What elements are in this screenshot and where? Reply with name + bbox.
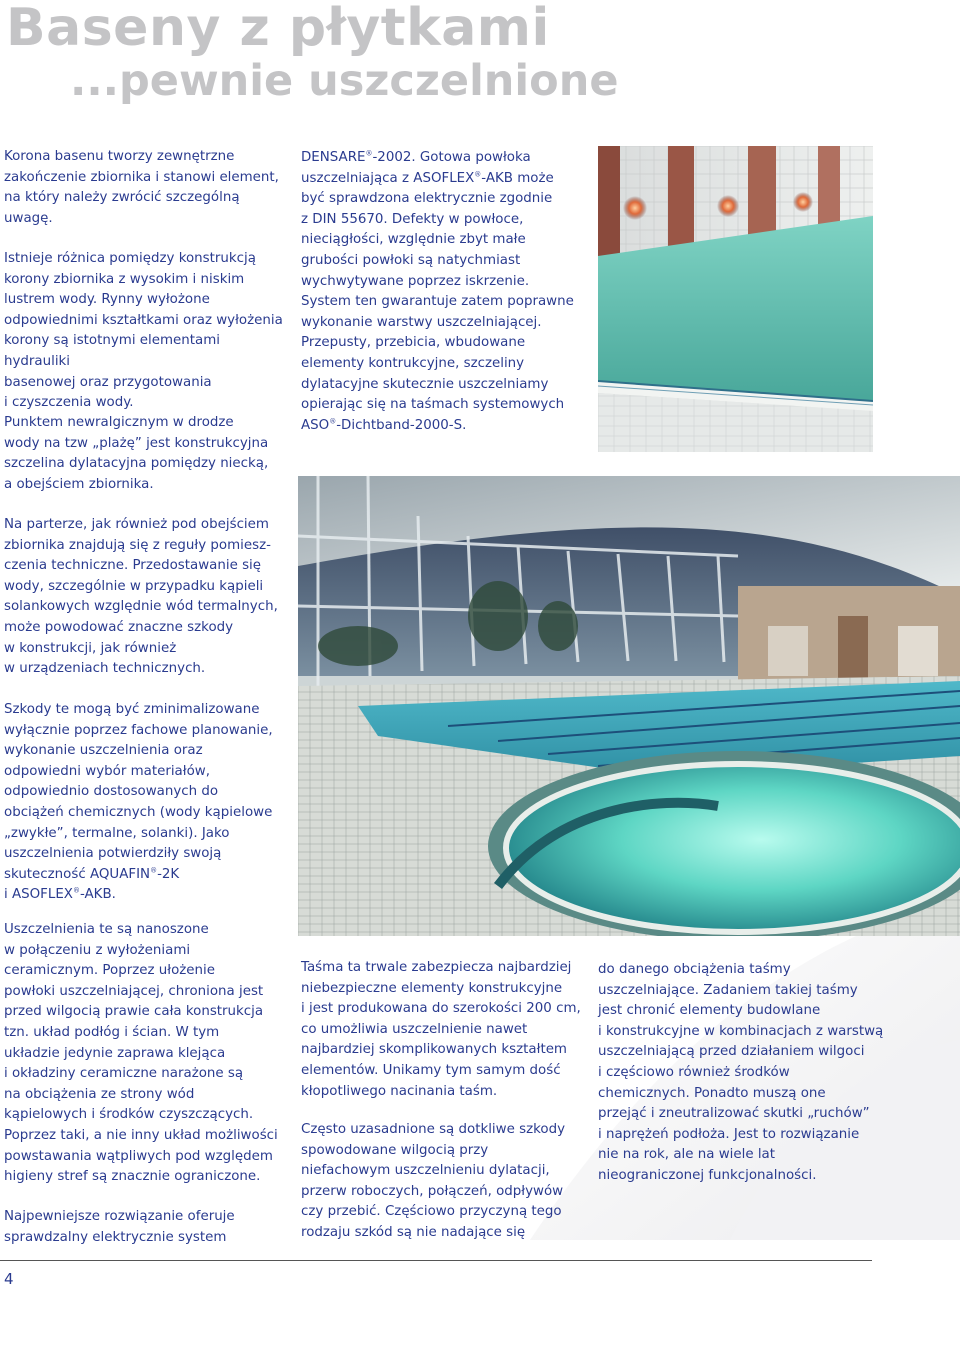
footer-rule <box>0 1260 872 1261</box>
left-paragraph-3: Punktem newralgicznym w drodze wody na tzw „plażę” jest konstrukcyjna szczelina dylatacyjna pomiędzy niecką, a obejściem zbiornika. <box>4 415 269 492</box>
pool-photo-top-image <box>598 146 873 452</box>
registered-mark: ® <box>474 170 482 179</box>
registered-mark: ® <box>72 886 80 895</box>
middle-top-paragraph <box>301 148 591 436</box>
left-paragraph-6: Uszczelnienia te są nanoszone w połączeniu z wyłożeniami ceramicznym. Poprzez ułożenie powłoki uszczelniającej, chroniona jest przed wilgocią prawie cała konstrukcja tzn. układ podłóg i ścian. W tym układzie jedynie zaprawa klejąca i okładziny ceramiczne narażone są na obciążenia ze strony wód kąpielowych i środków czyszczących. Poprzez taki, a nie inny układ możliwości powstawania wątpliwych pod względem higieny stref są znacznie ograniczone. <box>4 922 278 1185</box>
pool-photo-main-image <box>298 476 960 936</box>
left-paragraph-7: Najpewniejsze rozwiązanie oferuje sprawdzalny elektrycznie system <box>4 1209 235 1245</box>
middle-bottom-paragraph-1: Taśma ta trwale zabezpiecza najbardziej niebezpieczne elementy konstrukcyjne i jest produkowana do szerokości 200 cm, co umożliwia uszczelnienie nawet najbardziej skomplikowanych kształtem elementów. Unikamy tym samym dość kłopotliwego nacinania taśm. <box>301 960 581 1099</box>
middle-bottom-paragraph-2: Często uzasadnione są dotkliwe szkody spowodowane wilgocią przy niefachowym uszczelnieniu dylatacji, przerw roboczych, połączeń, odpływów czy przebić. Częściowo przyczyną tego rodzaju szkód są nie nadające się <box>301 1122 566 1240</box>
left-paragraph-5 <box>4 700 289 906</box>
pool-photo-top <box>598 146 873 452</box>
middle-top-d: -Dichtband-2000-S. <box>336 417 467 433</box>
left-paragraph-5-text: Szkody te mogą być zminimalizowane wyłącznie poprzez fachowe planowanie, wykonanie uszczelnienia oraz odpowiedni wybór materiałów, odpowiednio dostosowanych do obciążeń chemicznych (wody kąpielowe „zwykłe”, termalne, solanki). Jako uszczelnienia potwierdziły swoją skuteczność AQUAFIN <box>4 702 273 882</box>
registered-mark: ® <box>365 149 373 158</box>
left-paragraph-4: Na parterze, jak również pod obejściem zbiornika znajdują się z reguły pomiesz- czenia techniczne. Przedostawanie się wody, szczególnie w przypadku kąpieli solankowych względnie wód termalnych, może powodować znaczne szkody w konstrukcji, jak również w urządzeniach technicznych. <box>4 517 278 677</box>
page-title: Baseny z płytkami <box>6 0 550 58</box>
left-paragraph-5-mid: -2K i ASOFLEX <box>4 866 180 903</box>
registered-mark: ® <box>329 417 337 426</box>
page-number: 4 <box>4 1270 14 1288</box>
page-subtitle: ...pewnie uszczelnione <box>70 56 619 106</box>
middle-top-c: -AKB może być sprawdzona elektrycznie zgodnie z DIN 55670. Defekty w powłoce, nieciągłości, względnie zbyt małe grubości powłoki są natychmiast wychwytywane poprzez iskrzenie. System ten gwarantuje zatem poprawne wykonanie warstwy uszczelniającej. Przepusty, przebicia, wbudowane elementy kontrukcyjne, szczeliny dylatacyjne skutecznie uszczelniamy opierając się na taśmach systemowych ASO <box>301 170 574 433</box>
left-paragraph-1: Korona basenu tworzy zewnętrzne zakończenie zbiornika i stanowi element, na który należy zwrócić szczególną uwagę. <box>4 149 279 226</box>
left-paragraph-2: Istnieje różnica pomiędzy konstrukcją korony zbiornika z wysokim i niskim lustrem wody. Rynny wyłożone odpowiednimi kształtkami oraz wyłożenia korony są istotnymi elementami hydrauliki basenowej oraz przygotowania i czyszczenia wody. <box>4 251 283 411</box>
middle-top-b: -2002. Gotowa powłoka uszczelniająca z ASOFLEX <box>301 150 531 186</box>
right-bottom-paragraph: do danego obciążenia taśmy uszczelniające. Zadaniem takiej taśmy jest chronić elementy budowlane i konstrukcyjne w kombinacjach z warstwą uszczelniającą przed działaniem wilgoci i częściowo również środków chemicznych. Ponadto muszą one przejąć i zneutralizować skutki „ruchów” i naprężeń podłoża. Jest to rozwiązanie nie na rok, ale na wiele lat nieograniczonej funkcjonalności. <box>598 962 884 1183</box>
registered-mark: ® <box>150 866 158 875</box>
pool-photo-main <box>298 476 960 936</box>
left-paragraph-5-end: -AKB. <box>79 887 116 903</box>
middle-top-a: DENSARE <box>301 150 366 165</box>
